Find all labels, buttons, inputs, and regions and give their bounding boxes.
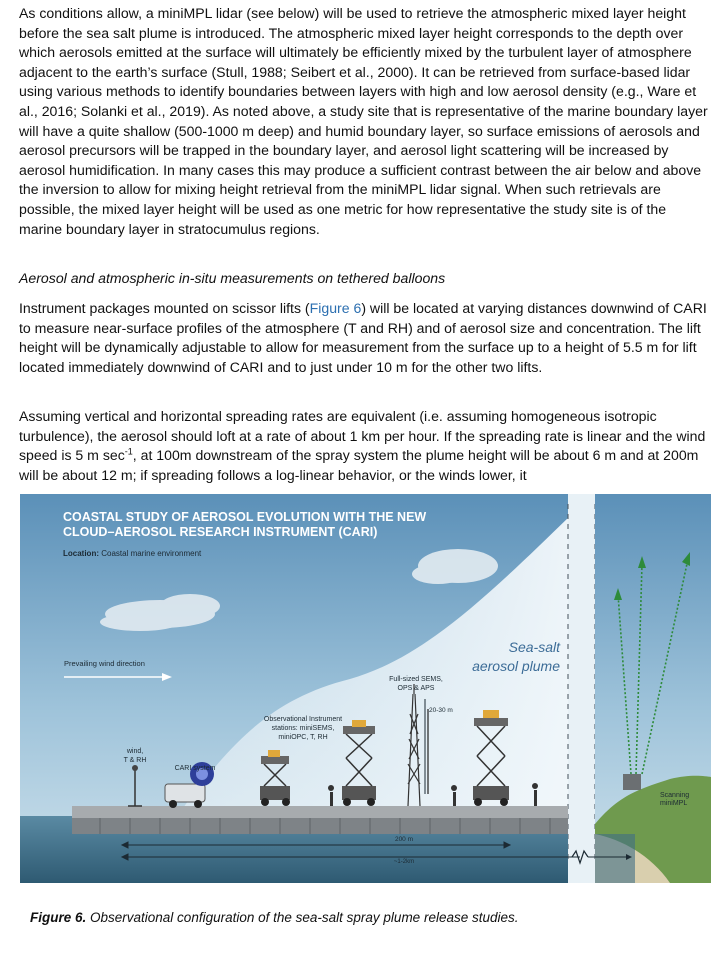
paragraph-text: Instrument packages mounted on scissor lifts ( — [19, 300, 310, 316]
cari-label: CARI system — [174, 765, 216, 772]
pier-face — [72, 818, 568, 834]
caption-label: Figure 6. — [30, 910, 87, 925]
paragraph-spreading — [19, 407, 711, 485]
figure-svg — [20, 494, 711, 883]
wind-label: wind, — [126, 748, 144, 755]
paragraph-mixed-layer — [19, 4, 711, 239]
sems-label: Full-sized SEMS, — [389, 676, 443, 683]
paragraph-text: , at 100m downstream of the spray system the plume height will be about 6 m and at 200m will be about 12 m; if spreading follows a log-linear behavior, or the winds lower, it — [19, 447, 699, 483]
pier-deck — [72, 806, 568, 818]
wind-direction-label: Prevailing wind direction — [64, 659, 145, 668]
distance-km-label: ~1-2km — [393, 859, 415, 865]
location-label — [63, 549, 202, 558]
scanning-label: Scanning — [660, 792, 690, 799]
obs-station-label: Observational Instrument — [263, 716, 343, 723]
figure-6-illustration — [20, 494, 711, 883]
sems-label: OPS & APS — [397, 685, 435, 692]
section-heading — [19, 269, 711, 289]
location-key: Location: — [63, 549, 99, 558]
distance-break — [568, 494, 595, 883]
heading-text: Aerosol and atmospheric in-situ measurements on tethered balloons — [19, 270, 446, 286]
plume-label: aerosol plume — [472, 658, 560, 674]
paragraph-text: As conditions allow, a miniMPL lidar (see below) will be used to retrieve the atmospheric mixed layer height before the sea salt plume is introduced. The atmospheric mixed layer height corresponds to the depth over which aerosols emitted at the surface will ultimately be efficiently mixed by the turbulent layer of atmosphere adjacent to the earth’s surface (Stull, 1988; Seibert et al., 2000). It can be retrieved from surface-based lidar using various methods to identify boundaries between layers with high and low aerosol density (e.g., Ware et al., 2016; Solanki et al., 2019). As noted above, a study site that is representative of the marine boundary layer will have a quite shallow (500-1000 m deep) and humid boundary layer, so surface emissions of aerosols and aerosol precursors will be trapped in the boundary layer, and aerosol light scattering will be increased by aerosol humidification. In many cases this may produce a sufficient contrast between the air below and above the inversion to allow for mixing height retrieval from the miniMPL lidar signal. When such retrievals are possible, the mixed layer height will be used as one metric for how representative the study site is of the marine boundary layer in stratocumulus regions. — [19, 5, 708, 237]
figure-caption — [30, 910, 519, 925]
location-value: Coastal marine environment — [101, 549, 202, 558]
paragraph-text: Assuming vertical and horizontal spreading rates are equivalent (i.e. assuming homogeneous isotropic turbulence), the aerosol should loft at a rate of about 1 km per hour. If the spreading rate is linear and the wind speed is 5 m sec — [19, 408, 706, 464]
obs-station-label: miniOPC, T, RH — [278, 734, 328, 741]
figure-6-link[interactable]: Figure 6 — [309, 300, 362, 316]
lidar-unit — [623, 774, 641, 790]
paragraph-text: ) will be located at varying distances downwind of CARI to measure near-surface profiles of the atmosphere (T and RH) and of aerosol size and concentration. The lift height will be dynamically adjustable to allow for measurement from the surface up to a height of 5.5 m for lift located immediately downwind of CARI and to just under 10 m for the other two lifts. — [19, 300, 707, 375]
superscript: -1 — [124, 446, 133, 457]
caption-text: Observational configuration of the sea-salt spray plume release studies. — [86, 910, 519, 925]
paragraph-scissor-lifts — [19, 299, 711, 377]
height-label: 20-30 m — [429, 707, 453, 714]
obs-station-label: stations: miniSEMS, — [271, 725, 335, 732]
figure-title: COASTAL STUDY OF AEROSOL EVOLUTION WITH THE NEW — [63, 510, 427, 524]
wind-label: T & RH — [123, 757, 147, 764]
figure-title: CLOUD–AEROSOL RESEARCH INSTRUMENT (CARI) — [63, 525, 378, 539]
plume-label: Sea-salt — [508, 639, 560, 655]
scanning-label: miniMPL — [660, 800, 688, 807]
distance-200-label: 200 m — [394, 836, 414, 843]
